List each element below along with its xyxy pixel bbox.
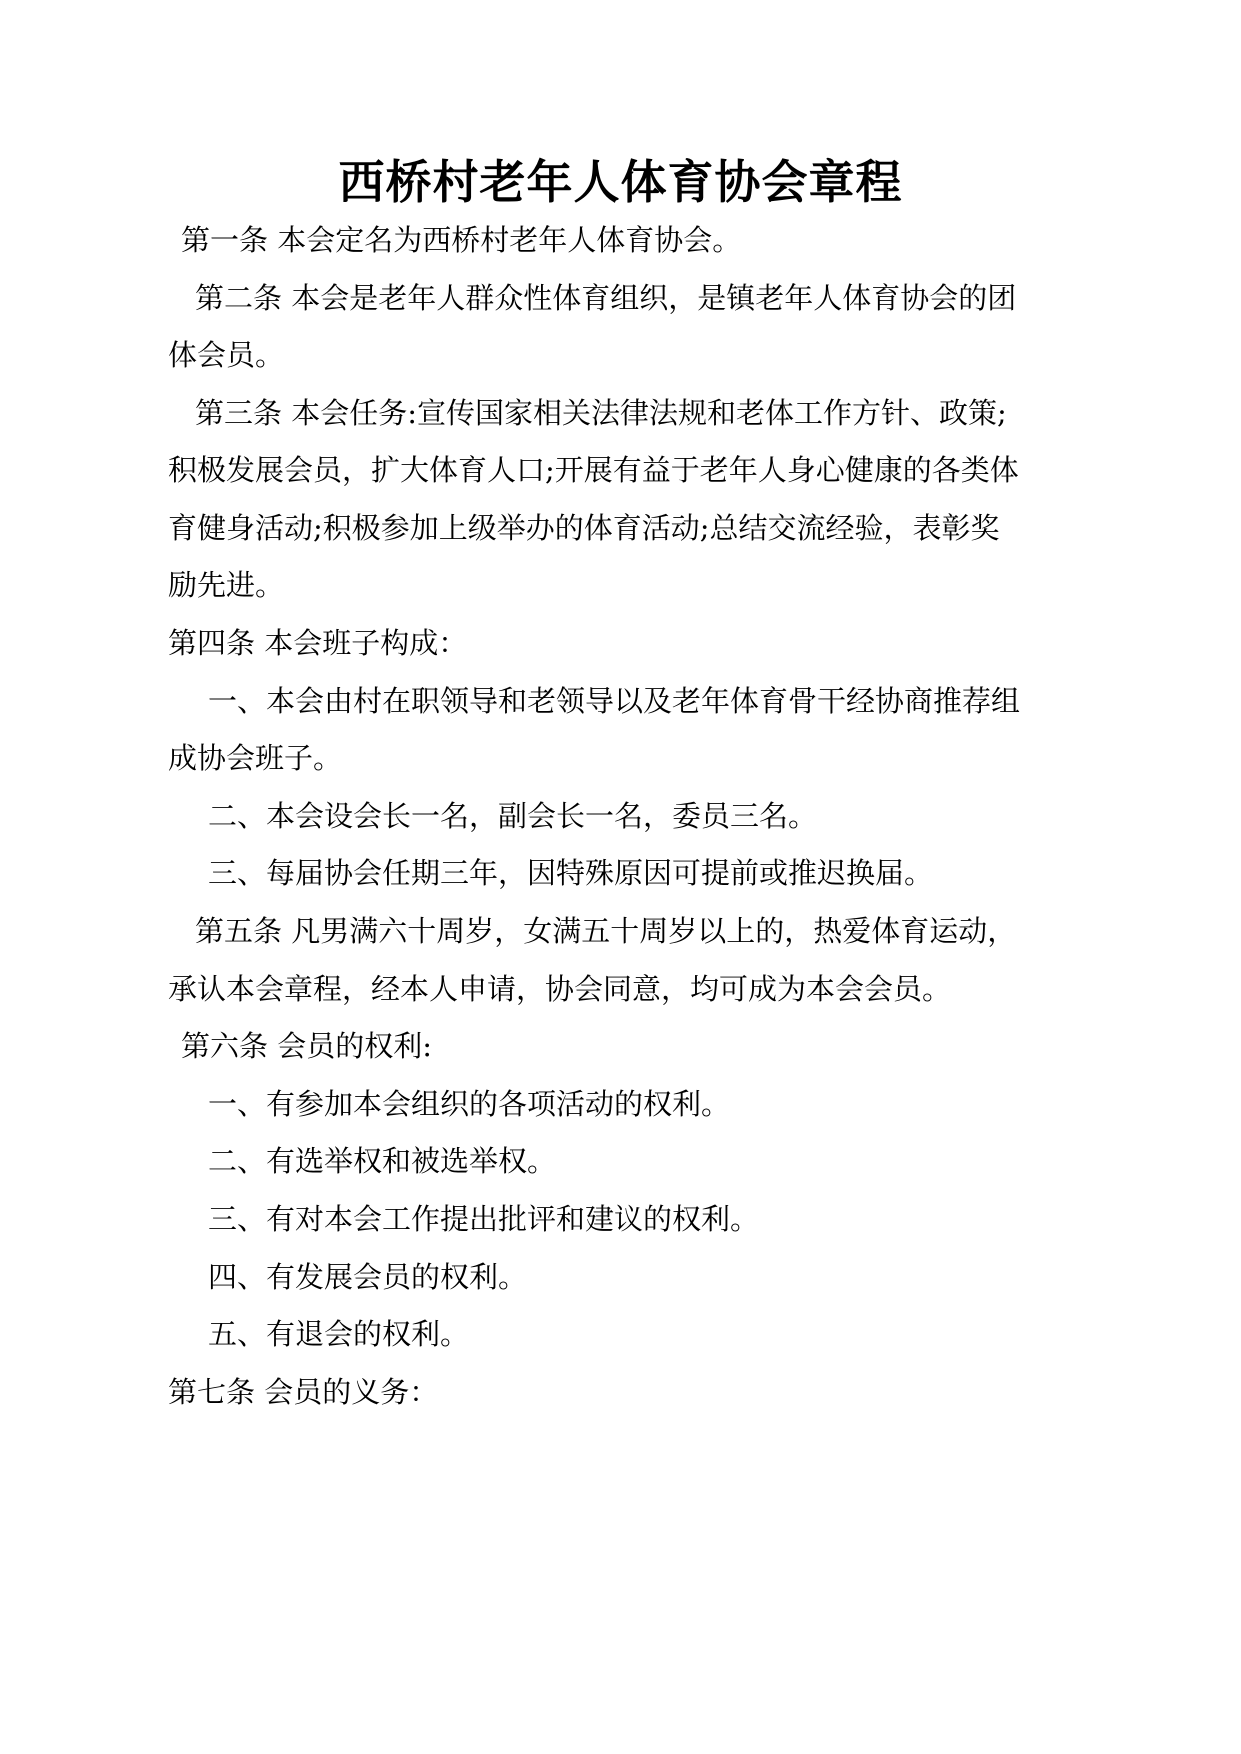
- article-6-item-1: 一、有参加本会组织的各项活动的权利。: [208, 1087, 731, 1121]
- article-6-item-5: 五、有退会的权利。: [208, 1317, 470, 1351]
- article-4-heading: 第四条 本会班子构成：: [168, 626, 468, 660]
- article-3-line-2: 积极发展会员，扩大体育人口;开展有益于老年人身心健康的各类体: [168, 453, 1019, 487]
- article-3-line-4: 励先进。: [168, 568, 285, 602]
- article-1: 第一条 本会定名为西桥村老年人体育协会。: [181, 223, 742, 257]
- article-5-line-1: 第五条 凡男满六十周岁，女满五十周岁以上的，热爱体育运动，: [195, 914, 1017, 948]
- article-7-heading: 第七条 会员的义务：: [168, 1375, 439, 1409]
- article-4-item-1-line-1: 一、本会由村在职领导和老领导以及老年体育骨干经协商推荐组: [208, 684, 1021, 718]
- article-3-line-3: 育健身活动;积极参加上级举办的体育活动;总结交流经验，表彰奖: [168, 511, 1000, 545]
- article-6-item-4: 四、有发展会员的权利。: [208, 1260, 528, 1294]
- article-5-line-2: 承认本会章程，经本人申请，协会同意，均可成为本会会员。: [168, 972, 952, 1006]
- article-4-item-3: 三、每届协会任期三年，因特殊原因可提前或推迟换届。: [208, 856, 934, 890]
- article-2-line-2: 体会员。: [168, 338, 285, 372]
- article-6-item-2: 二、有选举权和被选举权。: [208, 1144, 557, 1178]
- article-4-item-2: 二、本会设会长一名，副会长一名，委员三名。: [208, 799, 818, 833]
- article-4-item-1-line-2: 成协会班子。: [168, 741, 343, 775]
- article-3-line-1: 第三条 本会任务:宣传国家相关法律法规和老体工作方针、政策;: [195, 396, 1007, 430]
- article-2-line-1: 第二条 本会是老年人群众性体育组织，是镇老年人体育协会的团: [195, 281, 1017, 315]
- document-title: 西桥村老年人体育协会章程: [338, 155, 903, 209]
- article-6-item-3: 三、有对本会工作提出批评和建议的权利。: [208, 1202, 760, 1236]
- article-6-heading: 第六条 会员的权利:: [181, 1029, 432, 1063]
